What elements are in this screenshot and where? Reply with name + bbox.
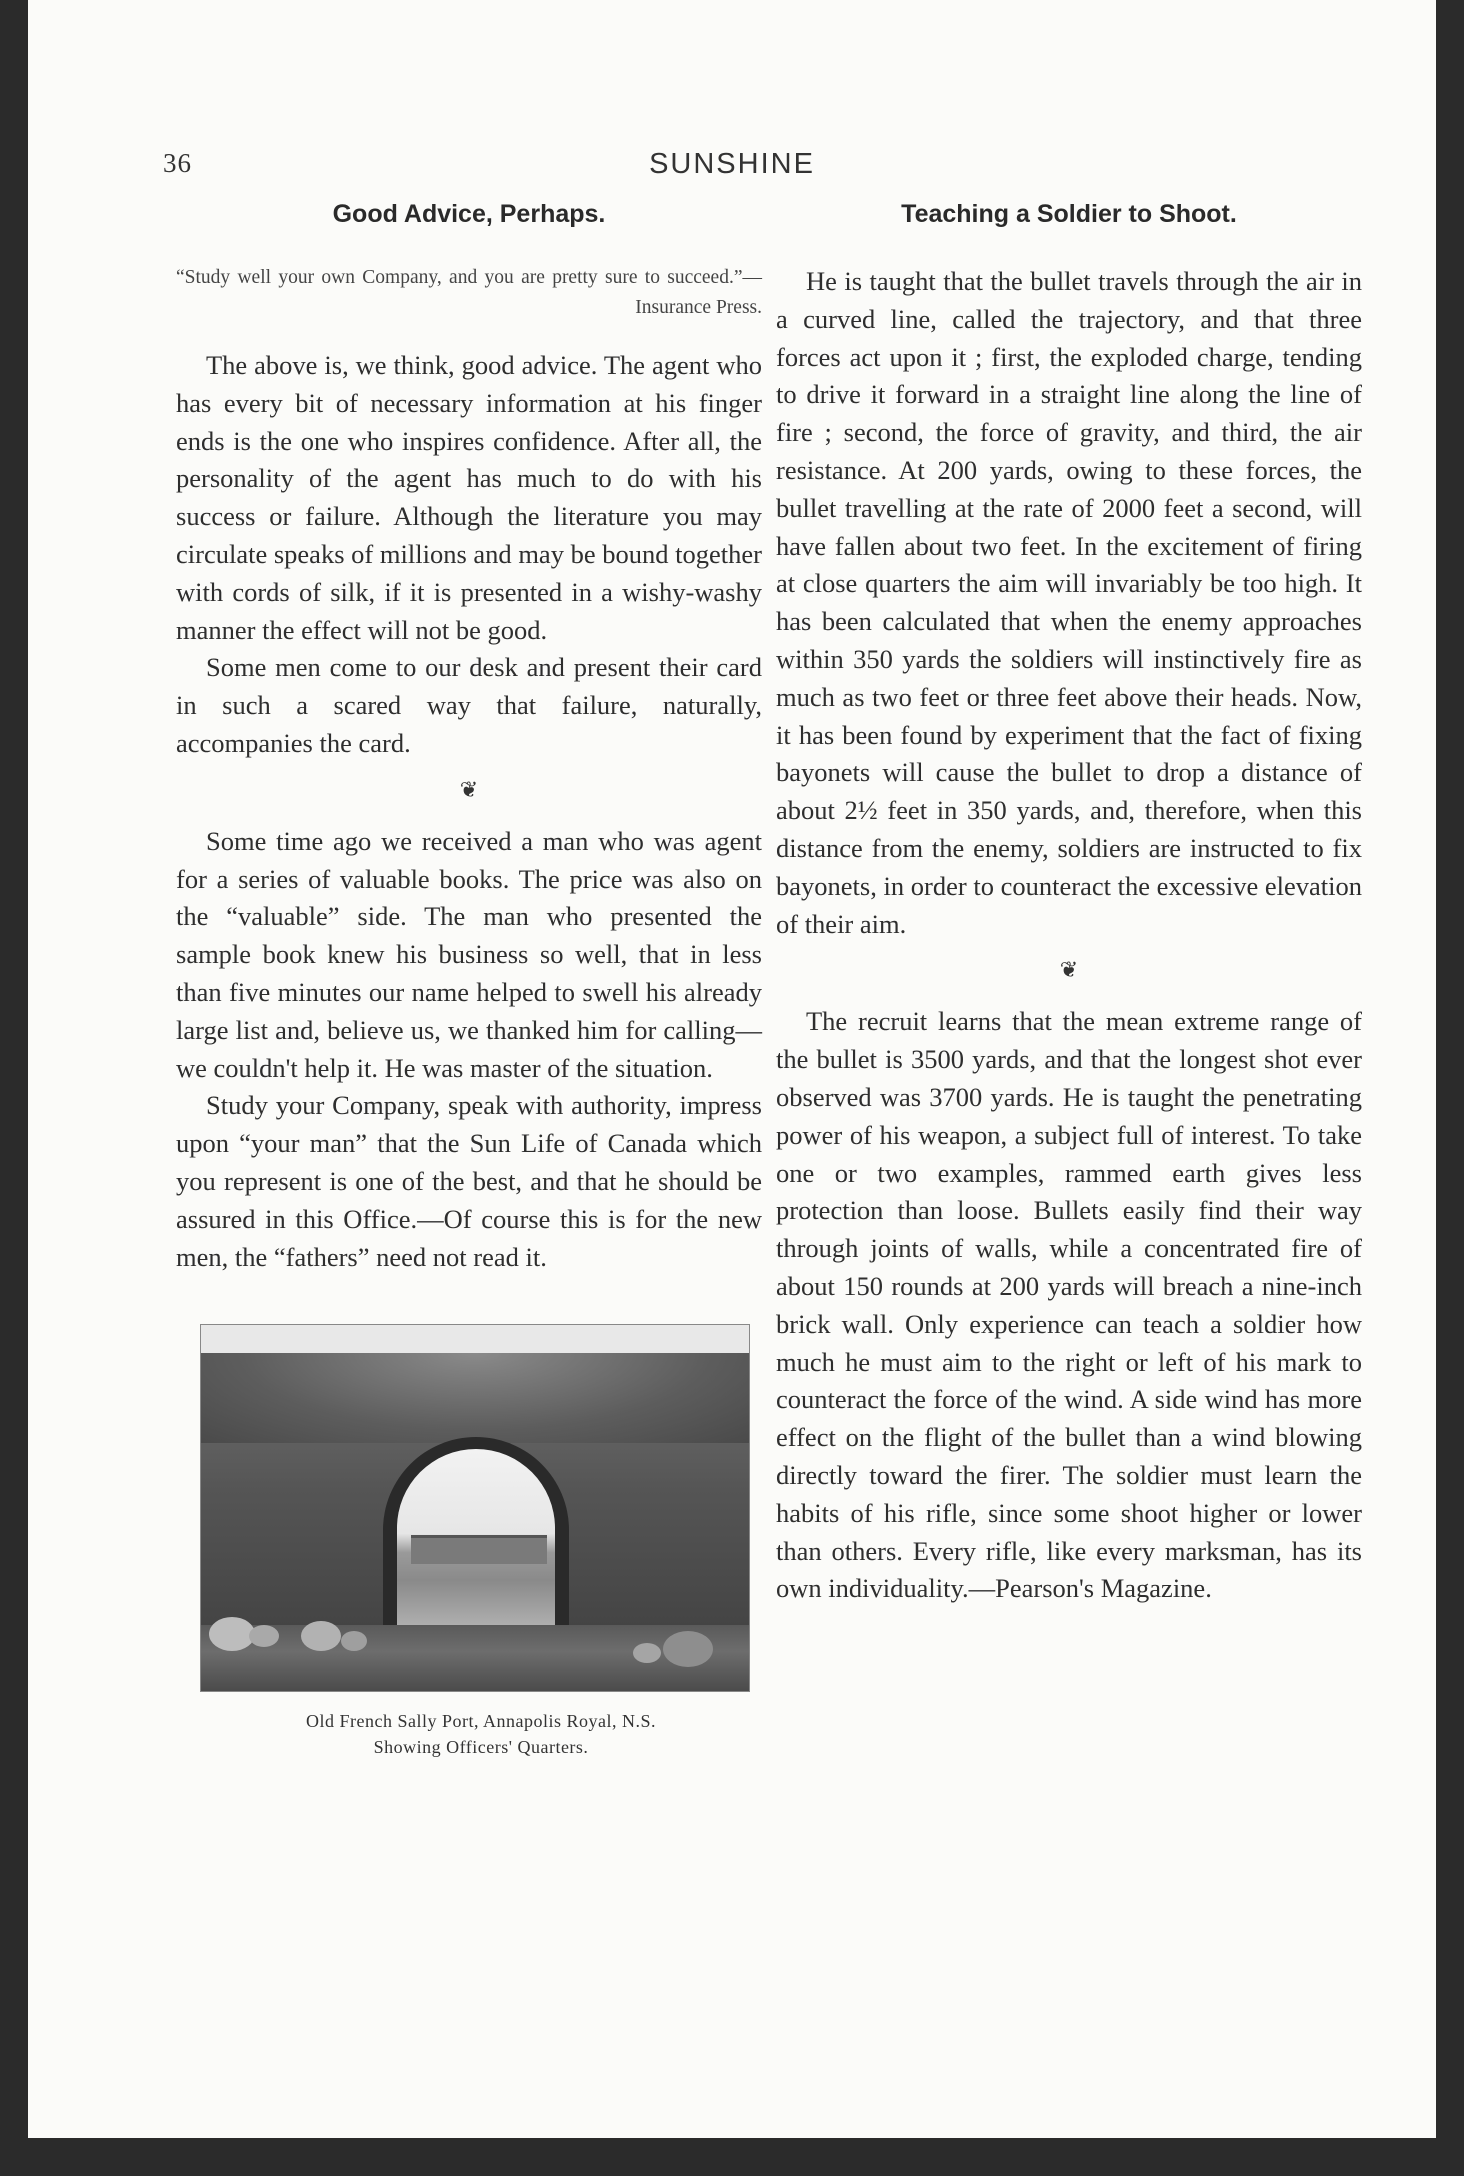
paragraph: Some time ago we received a man who was agent for a series of valuable books. The price was also on the “valuable” side. The man who presented the sample book knew his business so well, that in less than five minutes our name helped to swell his already large list and, believe us, we thanked him for calling—we couldn't help it. He was master of the situation. bbox=[176, 825, 762, 1083]
article-title-good-advice: Good Advice, Perhaps. bbox=[332, 200, 606, 228]
paragraph: He is taught that the bullet travels through the air in a curved line, called the trajectory, and that three forces act upon it ; first, the exploded charge, tending to drive it forward in a straight line along the line of fire ; second, the force of gravity, and third, the air resistance. At 200 yards, owing to these forces, the bullet travelling at the rate of 2000 feet a second, will have fallen about two feet. In the excitement of firing at close quarters the aim will invariably be too high. It has been calculated that when the enemy approaches within 350 yards the soldiers will instinctively fire as much as two feet or three feet above their heads. Now, it has been found by experiment that the fact of fixing bayonets will cause the bullet to drop a distance of about 2½ feet in 350 yards, and, therefore, when this distance from the enemy, soldiers are instructed to fix bayonets, in order to counteract the excessive elevation of their aim. bbox=[776, 266, 1362, 939]
paragraph: The above is, we think, good advice. The agent who has every bit of necessary information at his finger ends is the one who inspires confidence. After all, the personality of the agent has much to do with his success or failure. Although the literature you may circulate speaks of millions and may be bound together with cords of silk, if it is presented in a wishy-washy manner the effect will not be good. bbox=[176, 350, 762, 645]
article-body-good-advice bbox=[176, 347, 762, 1276]
epigraph: “Study well your own Company, and you are pretty sure to succeed.”—Insurance Press. bbox=[176, 267, 762, 318]
article-title-teaching-soldier: Teaching a Soldier to Shoot. bbox=[901, 200, 1237, 228]
figure-caption bbox=[176, 1708, 762, 1760]
photo-sally-port bbox=[200, 1324, 750, 1692]
page-number: 36 bbox=[163, 148, 192, 178]
figure-sally-port bbox=[176, 1324, 762, 1760]
page bbox=[28, 0, 1436, 2138]
right-column bbox=[776, 200, 1362, 1608]
running-title: SUNSHINE bbox=[649, 148, 815, 180]
caption-line: Showing Officers' Quarters. bbox=[373, 1737, 589, 1758]
ornament-icon: ❦ bbox=[459, 776, 479, 802]
paragraph: The recruit learns that the mean extreme range of the bullet is 3500 yards, and that the longest shot ever observed was 3700 yards. He is taught the penetrating power of his weapon, a subject full of interest. To take one or two examples, rammed earth gives less protection than loose. Bullets easily find their way through joints of walls, while a concentrated fire of about 150 rounds at 200 yards will breach a nine-inch brick wall. Only experience can teach a soldier how much he must aim to the right or left of his mark to counteract the force of the wind. A side wind has more effect on the flight of the bullet than a wind blowing directly toward the firer. The soldier must learn the habits of his rifle, since some shoot higher or lower than others. Every rifle, like every marksman, has its own individuality.—Pearson's Magazine. bbox=[776, 1006, 1362, 1604]
caption-line: Old French Sally Port, Annapolis Royal, N.S. bbox=[306, 1711, 656, 1732]
ornament-icon: ❦ bbox=[1059, 957, 1079, 983]
paragraph: Some men come to our desk and present their card in such a scared way that failure, naturally, accompanies the card. bbox=[176, 652, 762, 758]
page-header bbox=[28, 148, 1436, 188]
article-body-teaching-soldier bbox=[776, 263, 1362, 1608]
left-column bbox=[176, 200, 762, 1760]
paragraph: Study your Company, speak with authority, impress upon “your man” that the Sun Life of Canada which you represent is one of the best, and that he should be assured in this Office.—Of course this is for the new men, the “fathers” need not read it. bbox=[176, 1090, 762, 1272]
